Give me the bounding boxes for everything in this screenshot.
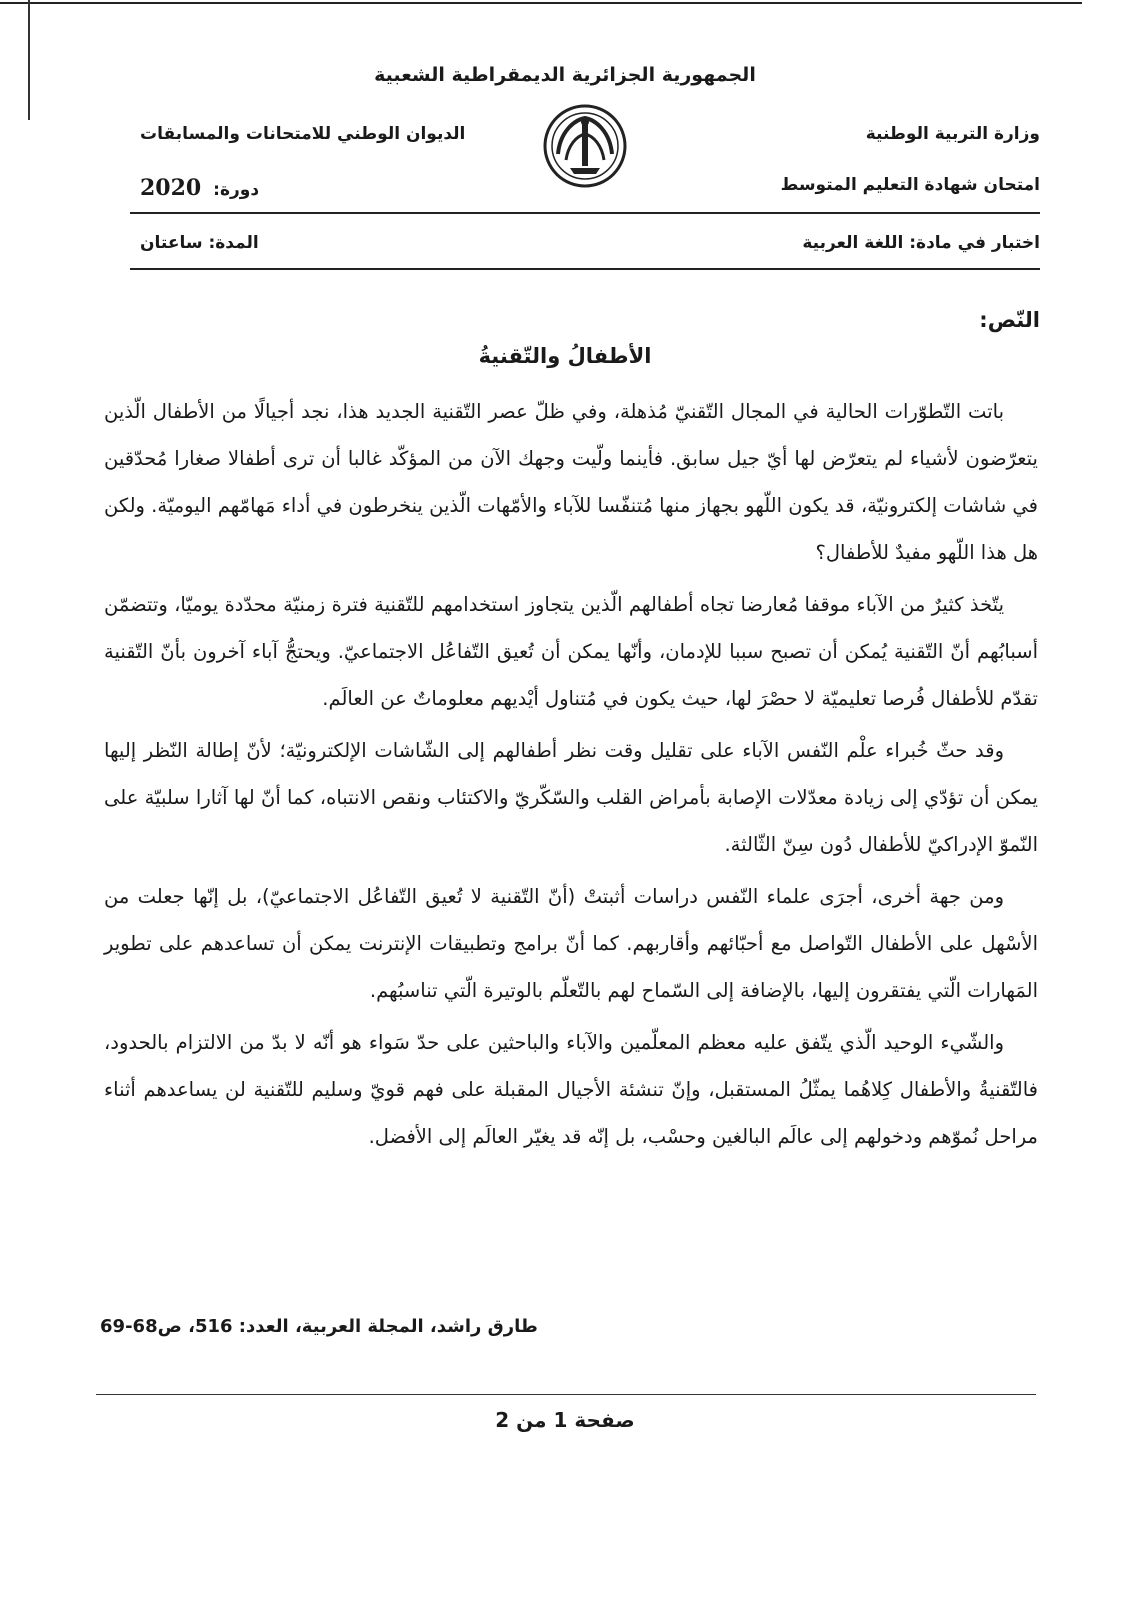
header-divider-upper (130, 212, 1040, 214)
paragraph-4: ومن جهة أخرى، أجرَى علماء النّفس دراسات أثبتتْ (أنّ التّقنية لا تُعيق التّفاعُل الاجتماعيّ)، بل إنّها جعلت من الأسْهل على الأطفال التّواصل مع أحبّائهم وأقاربهم. كما أنّ برامج وتطبيقات الإنترنت يمكن أن تساعدهم على تطوير المَهارات الّتي يفتقرون إليها، بالإضافة إلى السّماح لهم بالتّعلّم بالوتيرة الّتي تناسبُهم. (104, 885, 1038, 1002)
page-number: صفحة 1 من 2 (495, 1408, 635, 1432)
session-info (140, 175, 259, 201)
text-title: الأطفالُ والتّقنيةُ (478, 344, 652, 368)
exam-label: امتحان شهادة التعليم المتوسط (780, 175, 1040, 195)
ministry-emblem-icon (540, 102, 630, 190)
left-border-line (28, 0, 30, 120)
header-divider-lower (130, 268, 1040, 270)
paragraph-2: يتّخذ كثيرٌ من الآباء موقفا مُعارضا تجاه أطفالهم الّذين يتجاوز استخدامهم للتّقنية فترة زمنيّة محدّدة يوميّا، وتتضمّن أسبابُهم أنّ التّقنية يُمكن أن تصبح سببا للإدمان، وأنّها يمكن أن تُعيق التّفاعُل الاجتماعيّ. ويحتجُّ آباء آخرون بأنّ التّقنية تقدّم للأطفال فُرصا تعليميّة لا حصْرَ لها، حيث يكون في مُتناول أيْديهم معلوماتٌ عن العالَم. (104, 593, 1038, 710)
paragraph-5: والشّيء الوحيد الّذي يتّفق عليه معظم المعلّمين والآباء والباحثين على حدّ سَواء هو أنّه لا بدّ من الالتزام بالحدود، فالتّقنيةُ والأطفال كِلاهُما يمثّلُ المستقبل، وإنّ تنشئة الأجيال المقبلة على فهم قويّ وسليم للتّقنية لن يساعدهم أثناء مراحل نُموّهم ودخولهم إلى عالَم البالغين وحسْب، بل إنّه قد يغيّر العالَم إلى الأفضل. (104, 1031, 1038, 1148)
ministry-label: وزارة التربية الوطنية (865, 124, 1040, 144)
footer-divider (96, 1394, 1036, 1395)
source-citation: طارق راشد، المجلة العربية، العدد: 516، ص68-69 (100, 1316, 538, 1337)
office-label: الديوان الوطني للامتحانات والمسابقات (140, 124, 466, 144)
text-heading: النّص: (979, 308, 1040, 332)
duration-label: المدة: ساعتان (140, 233, 259, 253)
session-year: 2020 (140, 175, 202, 201)
paragraph-3: وقد حثّ خُبراء علْم النّفس الآباء على تقليل وقت نظر أطفالهم إلى الشّاشات الإلكترونيّة؛ لأنّ إطالة النّظر إليها يمكن أن تؤدّي إلى زيادة معدّلات الإصابة بأمراض القلب والسّكّريّ والاكتئاب ونقص الانتباه، كما أنّ لها آثارا سلبيّة على النّموّ الإدراكيّ للأطفال دُون سِنّ الثّالثة. (104, 739, 1038, 856)
reading-text (104, 388, 1038, 1160)
top-border-line (0, 2, 1082, 4)
subject-label: اختبار في مادة: اللغة العربية (802, 233, 1040, 253)
paragraph-1: باتت التّطوّرات الحالية في المجال التّقنيّ مُذهلة، وفي ظلّ عصر التّقنية الجديد هذا، نجد أجيالًا من الأطفال الّذين يتعرّضون لأشياء لم يتعرّض لها أيّ جيل سابق. فأينما ولّيت وجهك الآن من المؤكّد غالبا أن ترى أطفالا صغارا مُحدّقين في شاشات إلكترونيّة، قد يكون اللّهو بجهاز منها مُتنفّسا للآباء والأمّهات الّذين ينخرطون في أداء مَهامّهم اليوميّة. ولكن هل هذا اللّهو مفيدٌ للأطفال؟ (104, 400, 1038, 564)
republic-title: الجمهورية الجزائرية الديمقراطية الشعبية (374, 64, 756, 86)
session-label: دورة: (213, 180, 260, 200)
